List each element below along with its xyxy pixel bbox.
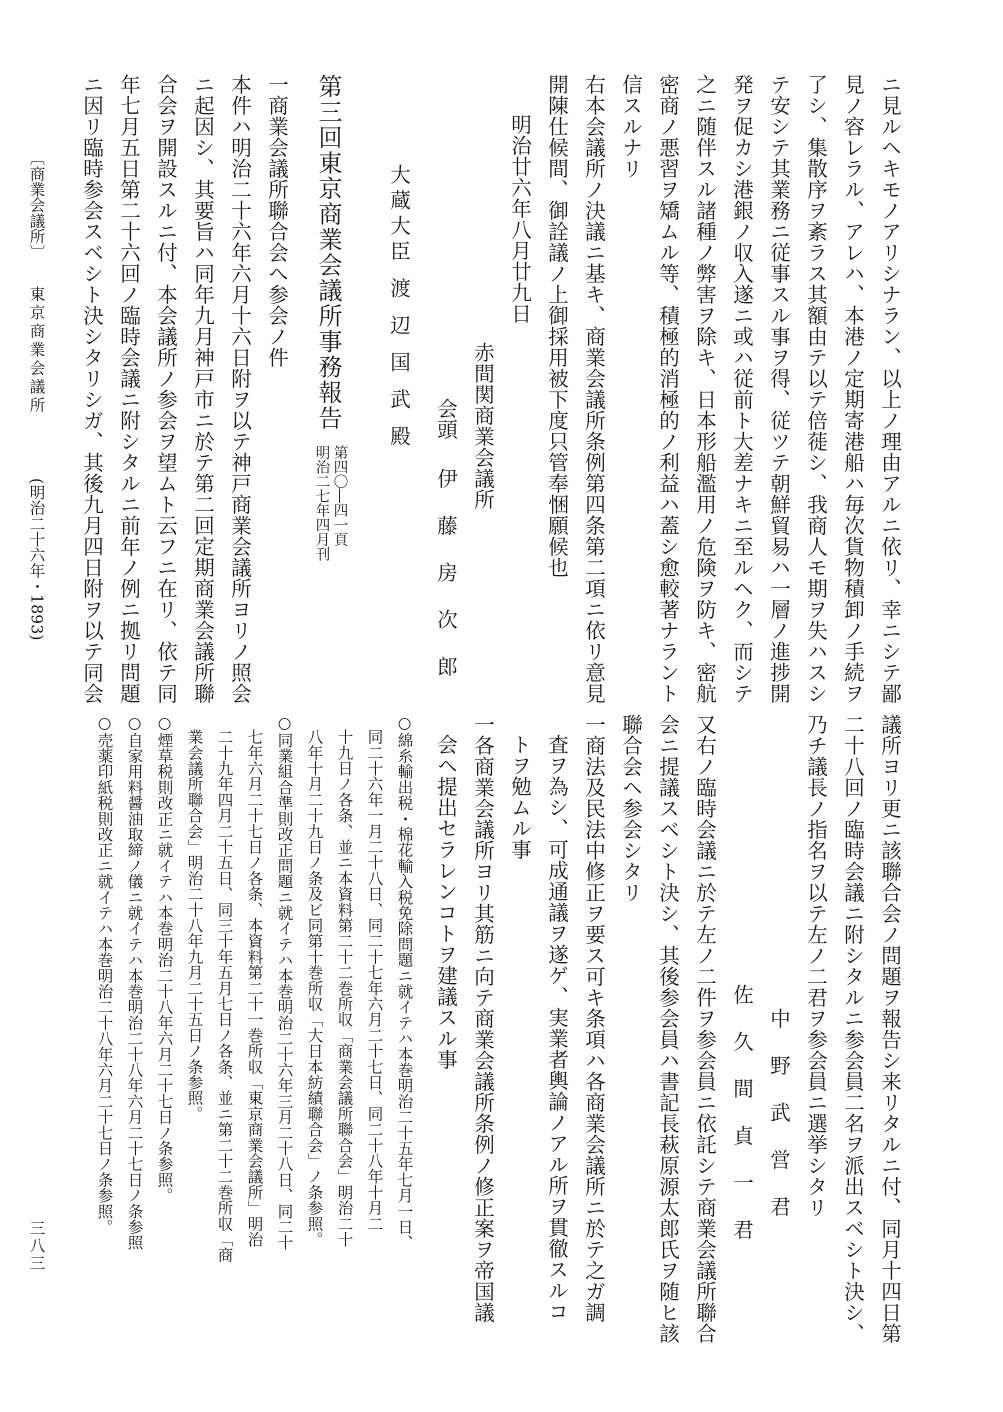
note-line: ○売薬印紙税則改正ニ就イテハ本巻明治二十八年六月二十七日ノ条参照。 bbox=[95, 714, 114, 1235]
proposal-item: 一各商業会議所ヨリ其筋ニ向テ商業会議所条例ノ修正案ヲ帝国議 bbox=[470, 714, 495, 1323]
body-line: 聯合会ヘ参会シタリ bbox=[618, 714, 643, 903]
sender-organization: 赤間関商業会議所 bbox=[470, 342, 495, 510]
proposal-item-cont: 会ヘ提出セラレンコトヲ建議スル事 bbox=[433, 734, 458, 1070]
delegate-name: 佐 久 間 貞 一 君 bbox=[729, 984, 754, 1250]
running-head-section: 〔商業会議所〕 bbox=[27, 150, 46, 260]
addressee: 大蔵大臣 渡 辺 国 武 殿 bbox=[386, 164, 411, 452]
letter-date: 明治廿六年八月廿九日 bbox=[507, 114, 532, 324]
sender-title: 会頭 bbox=[433, 398, 458, 440]
proposal-item-cont: 査ヲ為シ、可成通議ヲ遂ゲ、実業者輿論ノアル所ヲ貫徹スルコ bbox=[544, 734, 569, 1322]
page-number: 三八三 bbox=[27, 1220, 46, 1273]
body-line: 見ノ容レラル、アレハ、本港ノ定期寄港船ハ毎次貨物積卸ノ手続ヲ bbox=[840, 74, 865, 704]
note-line: ○同業組合準則改正問題ニ就イテハ本巻明治二十六年三月二十八日、同二十 bbox=[275, 714, 294, 1251]
note-line: 八年十月二十九日ノ条及ビ同第十巻所収「大日本紡績聯合会」ノ条参照。 bbox=[305, 729, 324, 1248]
body-line: ニ因リ臨時参会スベシト決シタリシガ、其後九月四日附ヲ以テ同会 bbox=[79, 74, 104, 704]
body-line: 密商ノ悪習ヲ矯ムル等、積極的消極的ノ利益ハ蓋シ愈較著ナラント bbox=[655, 74, 680, 704]
note-line: ○綿糸輸出税・棉花輸入税免除問題ニ就イテハ本巻明治二十五年七月一日、 bbox=[395, 714, 414, 1251]
item-heading: 一商業会議所聯合会へ参会ノ件 bbox=[264, 74, 289, 368]
body-line: 乃チ議長ノ指名ヲ以テ左ノ二君ヲ参会員ニ選挙シタリ bbox=[803, 714, 828, 1218]
body-line: 之ニ随伴スル諸種ノ弊害ヲ除キ、日本形船濫用ノ危険ヲ防キ、密航 bbox=[692, 74, 717, 704]
body-line: 信スルナリ bbox=[618, 74, 643, 179]
note-line: 七年六月二十七日ノ各条、本資料第二十一巻所収「東京商業会議所」明治 bbox=[245, 729, 264, 1248]
body-line: 本件ハ明治二十六年六月十六日附ヲ以テ神戸商業会議所ヨリノ照会 bbox=[227, 74, 252, 704]
body-line: 開陳仕候間、御詮議ノ上御採用被下度只管奉悃願候也 bbox=[544, 74, 569, 578]
body-line: テ安シテ其業務ニ従事スル事ヲ得、従ツテ朝鮮貿易ハ一層ノ進捗開 bbox=[766, 74, 791, 704]
note-line: 同二十六年一月二十八日、同二十七年六月二十七日、同二十八年十月二 bbox=[365, 729, 384, 1232]
body-line: ニ起因シ、其要旨ハ同年九月神戸市ニ於テ第二回定期商業会議所聯 bbox=[190, 74, 215, 704]
body-line: ニ見ルヘキモノアリシナラン、以上ノ理由アルニ依リ、幸ニシテ鄙 bbox=[877, 74, 902, 704]
source-citation-line2: 明治二七年四月刊 bbox=[313, 445, 330, 561]
body-line: 発ヲ促カシ港銀ノ収入遂ニ或ハ従前ト大差ナキニ至ルヘク、而シテ bbox=[729, 74, 754, 704]
note-line: 二十九年四月二十五日、同三十年五月七日ノ各条、並ニ第二十二巻所収「商 bbox=[215, 729, 234, 1263]
delegate-name: 中 野 武 営 君 bbox=[766, 1008, 791, 1227]
running-head-title: 東京商業会議所 bbox=[27, 286, 46, 416]
running-head-year: (明治二十六年・1893) bbox=[27, 478, 46, 641]
report-title: 第三回東京商業会議所事務報告 bbox=[314, 74, 342, 431]
body-line: 会ニ提議スベシト決シ、其後参会員ハ書記長萩原源太郎氏ヲ随ヒ該 bbox=[655, 714, 680, 1344]
note-line: 業会議所聯合会」明治二十八年九月二十五日ノ条参照。 bbox=[185, 729, 204, 1122]
proposal-item-cont: トヲ勉ムル事 bbox=[507, 734, 532, 860]
note-line: ○自家用料醤油取締ノ儀ニ就イテハ本巻明治二十八年六月二十七日ノ条参照 bbox=[125, 714, 144, 1251]
note-line: ○煙草税則改正ニ就イテハ本巻明治二十八年六月二十七日ノ条参照。 bbox=[155, 714, 174, 1204]
sender-name: 伊 藤 房 次 郎 bbox=[433, 468, 458, 687]
body-line: 右本会議所ノ決議ニ基キ、商業会議所条例第四条第二項ニ依リ意見 bbox=[581, 74, 606, 704]
body-line: 又右ノ臨時会議ニ於テ左ノ二件ヲ参会員ニ依託シテ商業会議所聯合 bbox=[692, 714, 717, 1344]
body-line: 合会ヲ開設スルニ付、本会議所ノ参会ヲ望ムト云フニ在リ、依テ同 bbox=[153, 74, 178, 704]
body-line: 了シ、集散序ヲ紊ラス其額由テ以テ倍蓰シ、我商人モ期ヲ失ハスシ bbox=[803, 74, 828, 704]
body-line: 年七月五日第二十六回ノ臨時会議ニ附シタルニ前年ノ例ニ拠リ問題 bbox=[116, 74, 141, 704]
proposal-item: 一商法及民法中修正ヲ要ス可キ条項ハ各商業会議所ニ於テ之ガ調 bbox=[581, 714, 606, 1323]
source-citation-line1: 第四〇―四一頁 bbox=[331, 445, 348, 547]
note-line: 十九日ノ各条、並ニ本資料第二十二巻所収「商業会議所聯合会」明治二十 bbox=[335, 729, 354, 1248]
body-line: 二十八回ノ臨時会議ニ附シタルニ参会員二名ヲ派出スベシト決シ、 bbox=[840, 714, 865, 1344]
body-line: 議所ヨリ更ニ該聯合会ノ問題ヲ報告シ来リタルニ付、同月十四日第 bbox=[877, 714, 902, 1344]
